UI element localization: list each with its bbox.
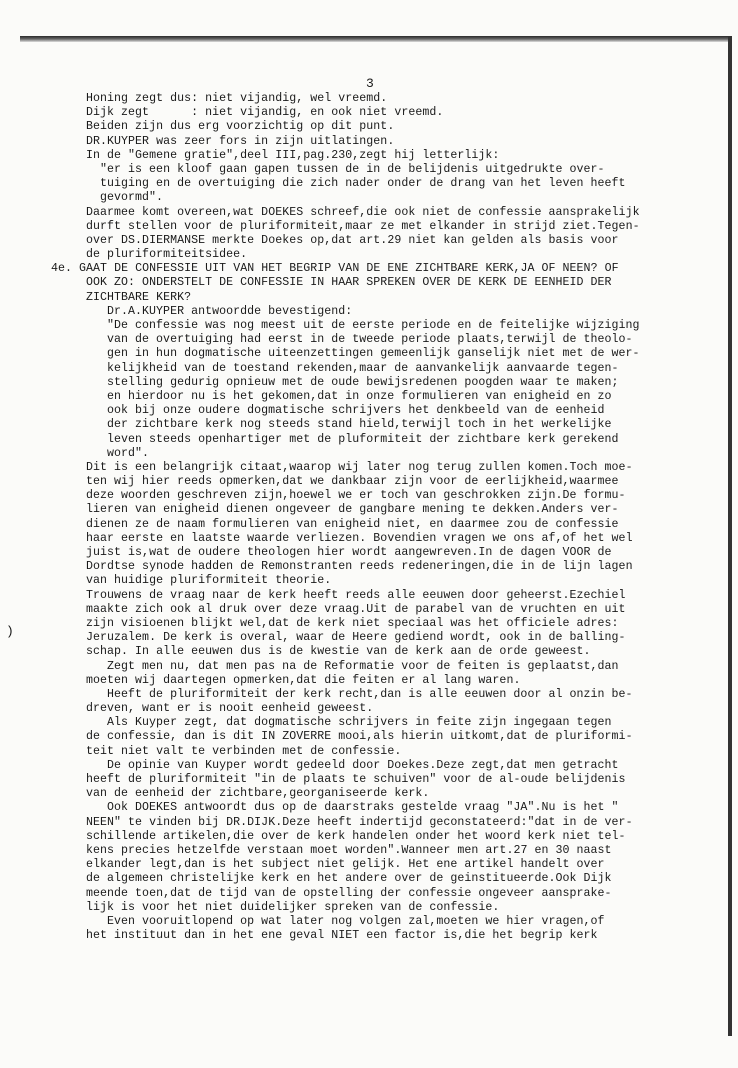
text-line: Heeft de pluriformiteit der kerk recht,dan is alle eeuwen door al onzin be- [107,687,633,701]
text-line: ook bij onze oudere dogmatische schrijvers het denkbeeld van de eenheid [107,404,605,418]
text-line: DR.KUYPER was zeer fors in zijn uitlatingen. [86,134,395,148]
text-line: word". [107,446,150,460]
text-line: schillende artikelen,die over de kerk handelen onder het woord kerk niet tel- [86,829,626,843]
text-line: durft stellen voor de pluriformiteit,maar ze met elkander in strijd ziet.Tegen- [86,219,640,233]
text-line: "De confessie was nog meest uit de eerste periode en de feitelijke wijziging [107,319,640,332]
text-line: van de eenheid der zichtbare,georganiseerde kerk. [86,787,430,801]
text-line: maakte zich ook al druk over deze vraag.Uit de parabel van de vruchten en uit [86,602,626,616]
text-line: Beiden zijn dus erg voorzichtig op dit punt. [86,120,395,134]
text-line: kens precies hetzelfde verstaan moet worden".Wanneer men art.27 en 30 naast [86,843,612,857]
text-line: van de overtuiging had eerst in de tweede periode plaats,terwijl de theolo- [107,333,633,347]
text-line: haar eerste en laatste waarde verliezen. Bovendien vragen we ons af,of het wel [86,531,633,545]
text-line: zijn visioenen blijkt wel,dat de kerk niet speciaal was het officiele adres: [86,616,619,630]
text-line: Even vooruitlopend op wat later nog volgen zal,moeten we hier vragen,of [107,914,605,928]
text-line: de pluriformiteitsidee. [86,248,248,262]
text-line: dreven, want er is nooit eenheid geweest. [86,702,374,716]
text-line: Jeruzalem. De kerk is overal, waar de Heere gediend wordt, ook in de balling- [86,631,626,645]
text-line: stelling gedurig opnieuw met de oude bewijsredenen poogden waar te maken; [107,375,619,389]
text-line: tuiging en de overtuiging die zich nader onder de drang van het leven heeft [100,177,626,191]
text-line: OOK ZO: ONDERSTELT DE CONFESSIE IN HAAR SPREKEN OVER DE KERK DE EENHEID DER [86,276,612,290]
text-line: Als Kuyper zegt, dat dogmatische schrijvers in feite zijn ingegaan tegen [107,716,612,730]
text-line: elkander legt,dan is het subject niet gelijk. Het ene artikel handelt over [86,858,605,872]
text-line: Dordtse synode hadden de Remonstranten reeds redeneringen,die in de lijn lagen [86,560,633,574]
text-line: Ook DOEKES antwoordt dus op de daarstraks gestelde vraag "JA".Nu is het " [107,801,619,815]
text-line: De opinie van Kuyper wordt gedeeld door Doekes.Deze zegt,dat men getracht [107,758,619,772]
text-line: gen in hun dogmatische uiteenzettingen gemeenlijk ganselijk niet met de wer- [107,347,640,361]
text-line: meende toen,dat de tijd van de opstelling der confessie ongeveer aansprake- [86,886,612,900]
text-line: lijk is voor het niet duidelijker spreken van de confessie. [86,900,500,914]
page-right-edge [728,36,732,1036]
text-line: en hierdoor nu is het gekomen,dat in onze formulieren van enigheid en zo [107,389,612,403]
text-line: heeft de pluriformiteit "in de plaats te schuiven" voor de al-oude belijdenis [86,773,626,786]
text-line: Zegt men nu, dat men pas na de Reformatie voor de feiten is geplaatst,dan [107,659,619,673]
text-line: kelijkheid van de toestand rekenden,maar de aanvankelijk aanvaarde tegen- [107,361,619,375]
text-line: van huidige pluriformiteit theorie. [86,574,332,588]
margin-mark: ) [6,624,14,639]
text-line: de confessie, dan is dit IN ZOVERRE mooi,als hierin uitkomt,dat de pluriformi- [86,730,633,744]
text-line: leven steeds openhartiger met de pluformiteit der zichtbare kerk gerekend [107,432,619,446]
page-number: 3 [366,76,374,91]
text-line: der zichtbare kerk nog steeds stand hield,terwijl toch in het werkelijke [107,418,612,432]
text-line: over DS.DIERMANSE merkte Doekes op,dat art.29 niet kan gelden als basis voor [86,233,619,247]
text-line: In de "Gemene gratie",deel III,pag.230,zegt hij letterlijk: [86,148,500,162]
text-line: Honing zegt dus: niet vijandig, wel vreemd. [86,92,388,105]
page-top-edge [20,36,730,42]
text-line: teit niet valt te verbinden met de confessie. [86,744,402,758]
text-line: "er is een kloof gaan gapen tussen de in de belijdenis uitgedrukte over- [100,162,605,176]
text-line: ZICHTBARE KERK? [86,290,192,304]
text-line: dienen ze de naam formulieren van enigheid niet, en daarmee zou de confessie [86,517,619,531]
text-line: gevormd". [100,191,164,205]
text-line: deze woorden geschreven zijn,hoewel we er toch van geschrokken zijn.De formu- [86,489,626,503]
text-line: Dijk zegt : niet vijandig, en ook niet vreemd. [86,106,444,120]
text-line: Trouwens de vraag naar de kerk heeft reeds alle eeuwen door geheerst.Ezechiel [86,588,626,602]
text-line: het instituut dan in het ene geval NIET een factor is,die het begrip kerk [86,929,598,943]
text-line: schap. In alle eeuwen dus is de kwestie van de kerk aan de orde geweest. [86,645,591,659]
text-line: Dit is een belangrijk citaat,waarop wij later nog terug zullen komen.Toch moe- [86,460,633,474]
text-line: NEEN" te vinden bij DR.DIJK.Deze heeft indertijd geconstateerd:"dat in de ver- [86,815,633,829]
text-line: lieren van enigheid dienen ongeveer de gangbare mening te dekken.Anders ver- [86,503,619,517]
text-line: 4e. GAAT DE CONFESSIE UIT VAN HET BEGRIP VAN DE ENE ZICHTBARE KERK,JA OF NEEN? OF [51,262,619,276]
text-line: moeten wij daartegen opmerken,dat die feiten er al lang waren. [86,673,521,687]
text-line: de algemeen christelijke kerk en het andere over de geinstitueerde.Ook Dijk [86,872,612,886]
text-line: juist is,wat de oudere theologen hier wordt aangewreven.In de dagen VOOR de [86,546,612,559]
text-line: ten wij hier reeds opmerken,dat we dankbaar zijn voor de eerlijkheid,waarmee [86,475,619,489]
text-line: Dr.A.KUYPER antwoordde bevestigend: [107,304,353,318]
text-line: Daarmee komt overeen,wat DOEKES schreef,die ook niet de confessie aansprakelijk [86,205,640,219]
typed-text-body [51,92,726,943]
